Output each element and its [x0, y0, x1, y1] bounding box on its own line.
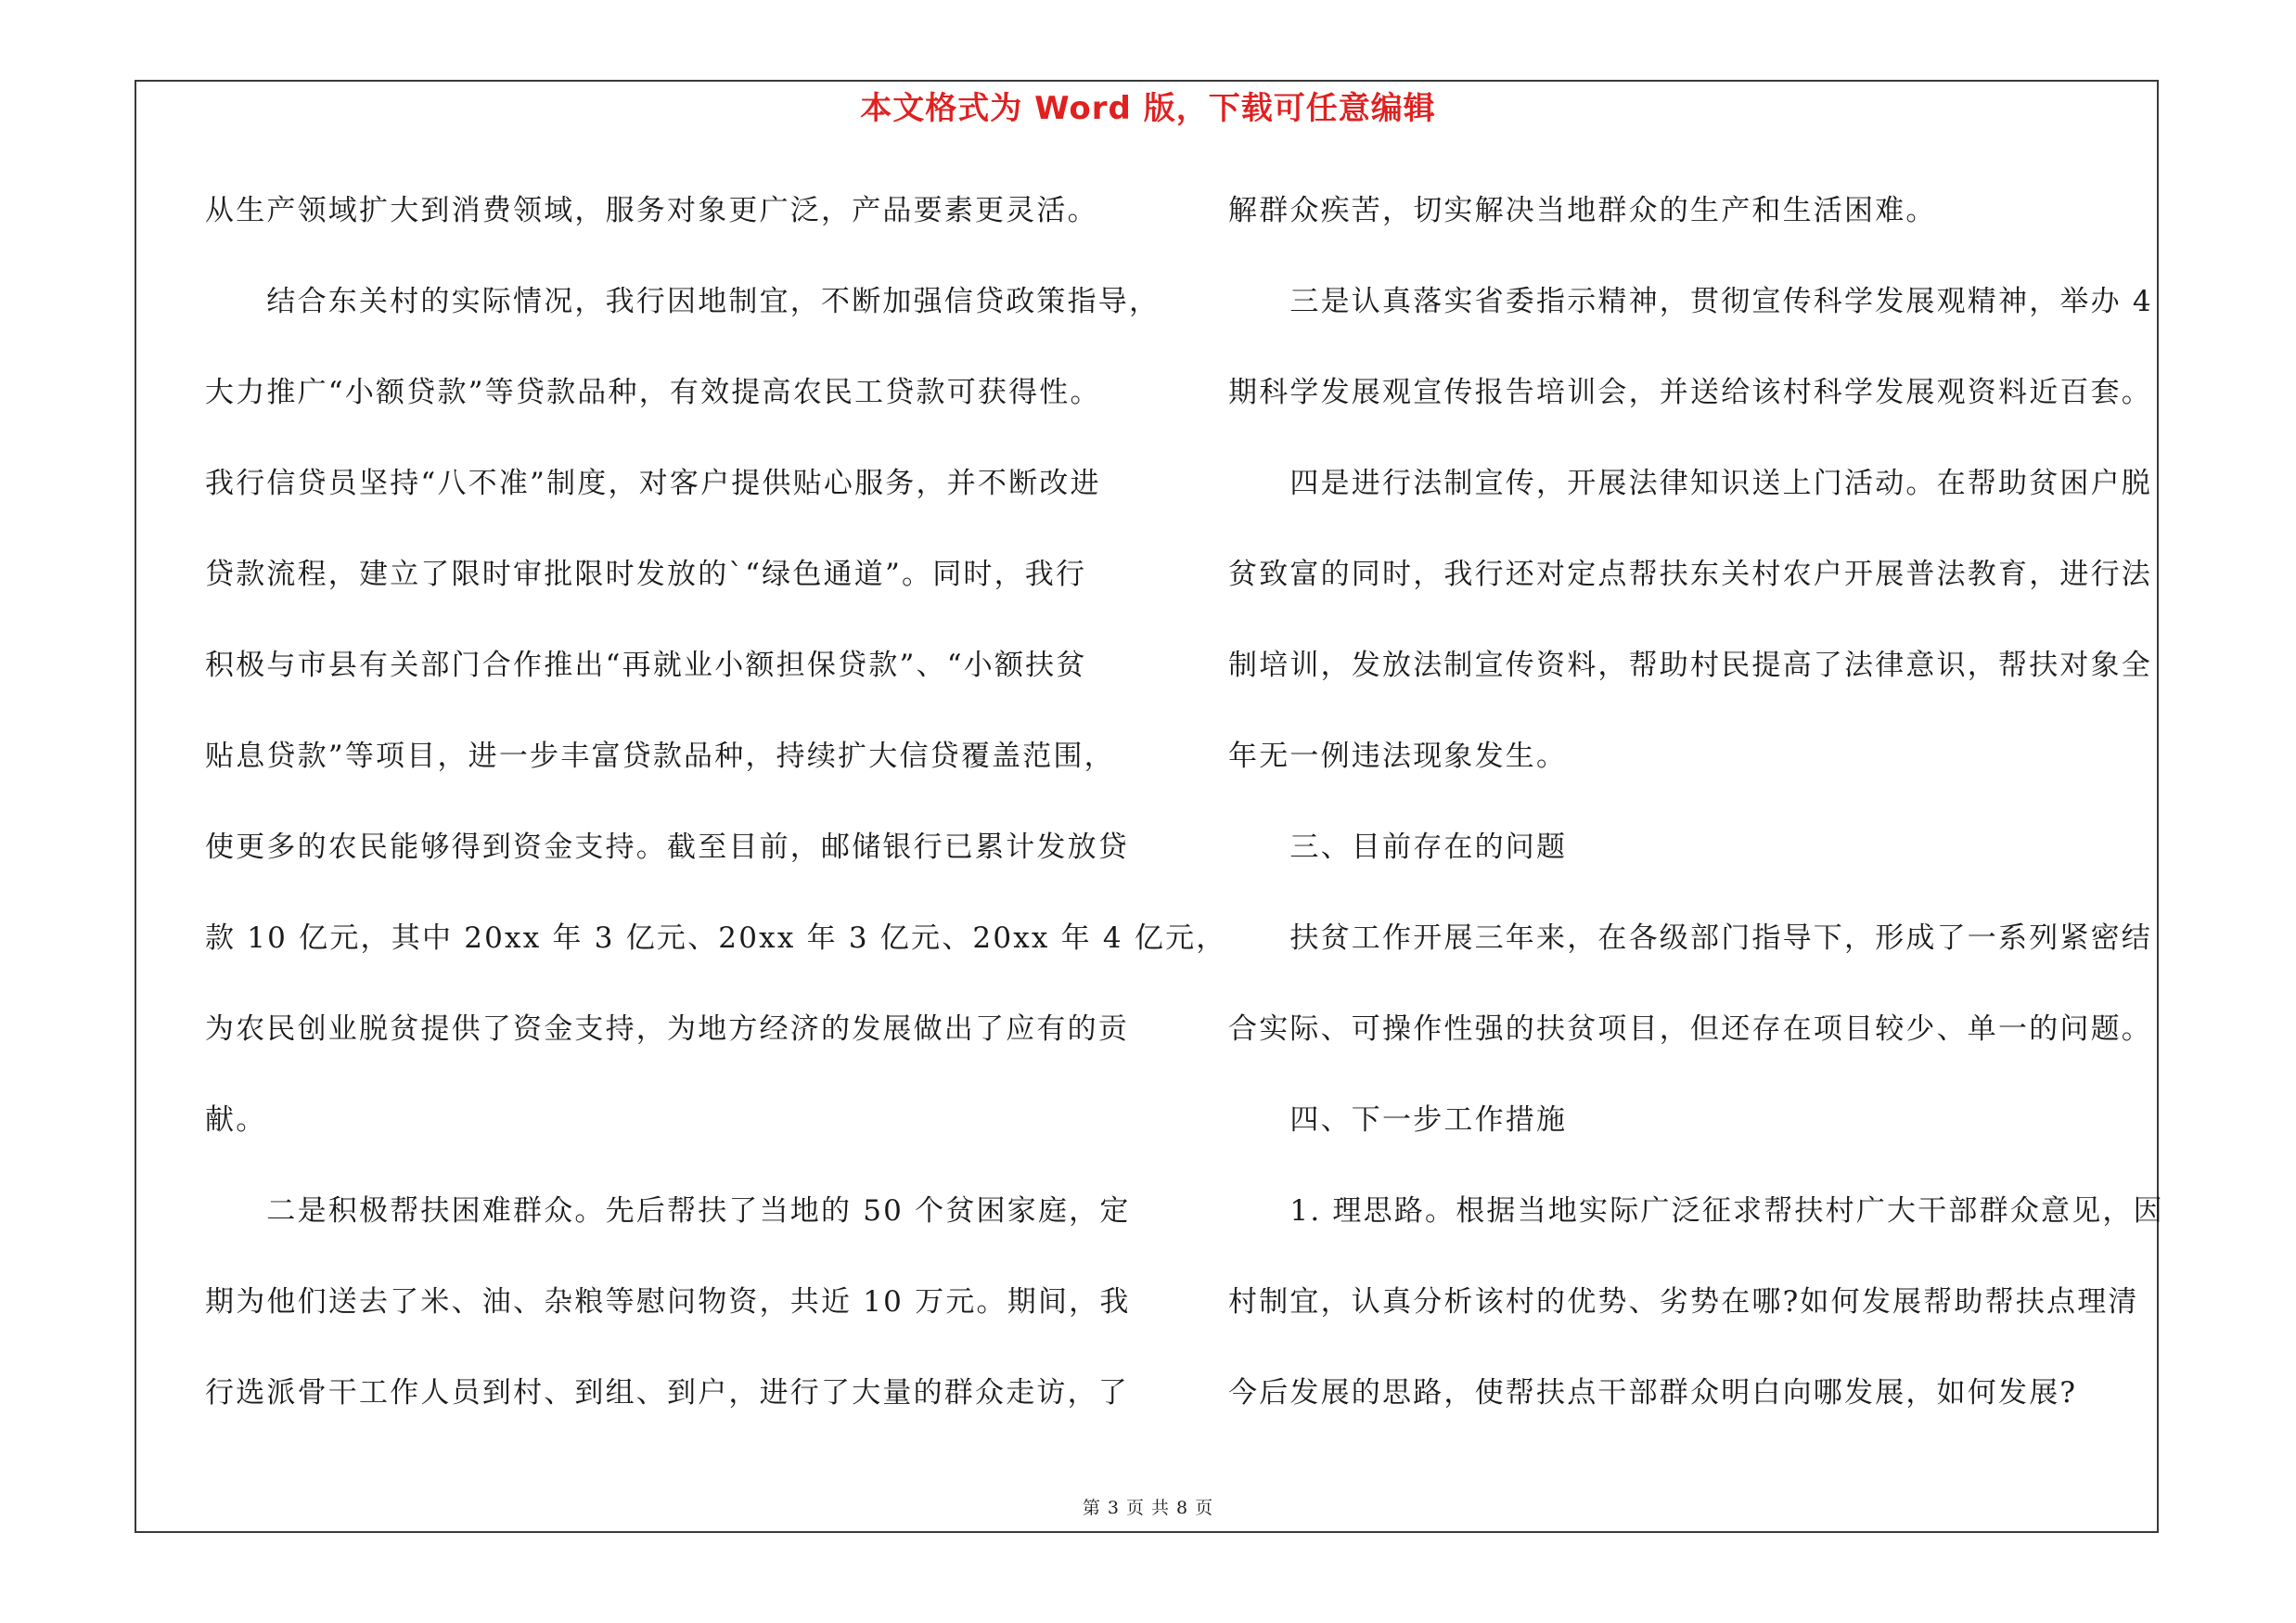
text-line: 我行信贷员坚持“八不准”制度，对客户提供贴心服务，并不断改进	[205, 467, 1101, 500]
text-line: 贴息贷款”等项目，进一步丰富贷款品种，持续扩大信贷覆盖范围，	[205, 740, 1115, 773]
text-line: 使更多的农民能够得到资金支持。截至目前，邮储银行已累计发放贷	[205, 831, 1129, 864]
text-line: 为农民创业脱贫提供了资金支持，为地方经济的发展做出了应有的贡	[205, 1012, 1129, 1046]
text-line: 期为他们送去了米、油、杂粮等慰问物资，共近 10 万元。期间，我	[205, 1285, 1131, 1319]
text-line: 村制宜，认真分析该村的优势、劣势在哪?如何发展帮助帮扶点理清	[1228, 1285, 2139, 1319]
text-line: 结合东关村的实际情况，我行因地制宜，不断加强信贷政策指导，	[205, 285, 1161, 318]
text-line: 期科学发展观宣传报告培训会，并送给该村科学发展观资料近百套。	[1228, 376, 2152, 409]
text-line: 1. 理思路。根据当地实际广泛征求帮扶村广大干部群众意见，因	[1228, 1194, 2164, 1228]
text-line: 制培训，发放法制宣传资料，帮助村民提高了法律意识，帮扶对象全	[1228, 649, 2152, 682]
text-line: 献。	[205, 1103, 267, 1137]
text-line: 从生产领域扩大到消费领域，服务对象更广泛，产品要素更灵活。	[205, 194, 1098, 227]
text-line: 四是进行法制宣传，开展法律知识送上门活动。在帮助贫困户脱	[1228, 467, 2152, 500]
text-line: 二是积极帮扶困难群众。先后帮扶了当地的 50 个贫困家庭，定	[205, 1194, 1131, 1228]
text-line: 年无一例违法现象发生。	[1228, 740, 1568, 773]
section-heading: 四、下一步工作措施	[1228, 1103, 1568, 1137]
text-line: 大力推广“小额贷款”等贷款品种，有效提高农民工贷款可获得性。	[205, 376, 1101, 409]
section-heading: 三、目前存在的问题	[1228, 831, 1568, 864]
text-line: 款 10 亿元，其中 20xx 年 3 亿元、20xx 年 3 亿元、20xx 年 4 亿元，	[205, 921, 1227, 955]
text-line: 贫致富的同时，我行还对定点帮扶东关村农户开展普法教育，进行法	[1228, 558, 2152, 591]
text-line: 合实际、可操作性强的扶贫项目，但还存在项目较少、单一的问题。	[1228, 1012, 2152, 1046]
text-line: 扶贫工作开展三年来，在各级部门指导下，形成了一系列紧密结	[1228, 921, 2152, 955]
text-line: 三是认真落实省委指示精神，贯彻宣传科学发展观精神，举办 4	[1228, 285, 2153, 318]
text-line: 解群众疾苦，切实解决当地群众的生产和生活困难。	[1228, 194, 1937, 227]
editable-notice-banner: 本文格式为 Word 版，下载可任意编辑	[860, 90, 1436, 127]
text-line: 贷款流程，建立了限时审批限时发放的`“绿色通道”。同时，我行	[205, 558, 1087, 591]
page-number: 第 3 页 共 8 页	[1082, 1498, 1214, 1518]
text-line: 积极与市县有关部门合作推出“再就业小额担保贷款”、“小额扶贫	[205, 649, 1087, 682]
text-line: 今后发展的思路，使帮扶点干部群众明白向哪发展，如何发展?	[1228, 1376, 2078, 1410]
text-line: 行选派骨干工作人员到村、到组、到户，进行了大量的群众走访，了	[205, 1376, 1129, 1410]
